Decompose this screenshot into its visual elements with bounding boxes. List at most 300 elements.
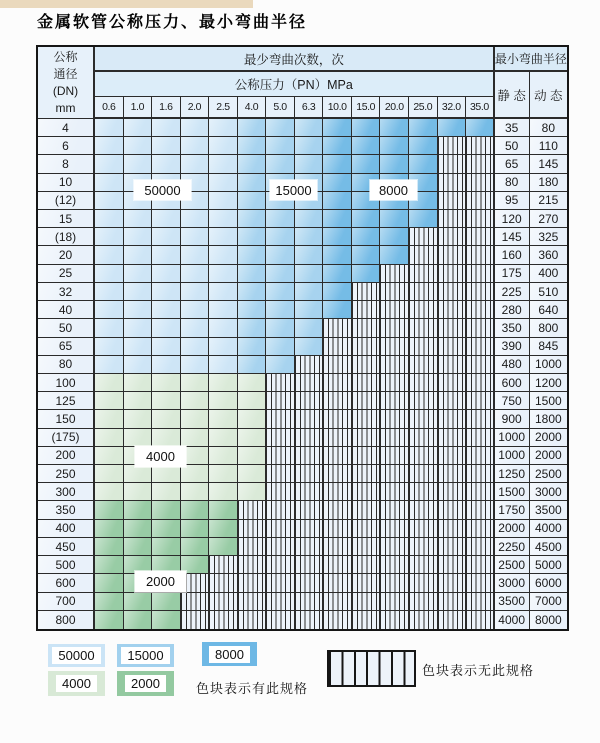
spec-cell <box>266 593 295 611</box>
spec-cell <box>295 410 324 428</box>
spec-cell <box>380 137 409 155</box>
spec-cell <box>238 483 267 501</box>
spec-cell <box>323 356 352 374</box>
spec-cell <box>238 174 267 192</box>
legend-has-spec-text: 色块表示有此规格 <box>196 681 309 696</box>
spec-cell <box>152 465 181 483</box>
spec-cell <box>209 520 238 538</box>
static-value-cell: 175 <box>495 265 530 283</box>
spec-cell <box>466 410 495 428</box>
dn-cell: 250 <box>38 465 95 483</box>
spec-cell <box>152 501 181 519</box>
spec-cell <box>323 410 352 428</box>
dn-cell: 200 <box>38 447 95 465</box>
spec-cell <box>95 538 124 556</box>
spec-cell <box>295 319 324 337</box>
spec-cell <box>466 356 495 374</box>
spec-cell <box>238 520 267 538</box>
spec-cell <box>266 538 295 556</box>
legend-label-4000: 4000 <box>56 675 97 692</box>
legend-swatch-2000 <box>117 671 174 696</box>
spec-cell <box>209 429 238 447</box>
spec-cell <box>209 483 238 501</box>
spec-cell <box>95 228 124 246</box>
spec-cell <box>209 574 238 592</box>
spec-cell <box>466 265 495 283</box>
spec-cell <box>266 429 295 447</box>
spec-cell <box>95 338 124 356</box>
spec-cell <box>152 301 181 319</box>
legend-label-8000: 8000 <box>209 646 250 663</box>
spec-cell <box>295 119 324 137</box>
spec-cell <box>266 574 295 592</box>
spec-cell <box>323 574 352 592</box>
static-value-cell: 2500 <box>495 556 530 574</box>
dynamic-value-cell: 400 <box>530 265 567 283</box>
pressure-header-cell: 10.0 <box>323 97 352 119</box>
spec-cell <box>124 501 153 519</box>
spec-cell <box>238 301 267 319</box>
spec-cell <box>409 228 438 246</box>
spec-cell <box>409 593 438 611</box>
spec-cell <box>266 374 295 392</box>
spec-cell <box>409 611 438 629</box>
spec-cell <box>152 137 181 155</box>
dynamic-value-cell: 145 <box>530 155 567 173</box>
spec-cell <box>323 119 352 137</box>
spec-cell <box>95 429 124 447</box>
spec-cell <box>266 283 295 301</box>
spec-cell <box>181 465 210 483</box>
header-dn-line2: 通径 <box>53 66 78 81</box>
dynamic-value-cell: 800 <box>530 319 567 337</box>
spec-cell <box>466 283 495 301</box>
spec-cell <box>380 301 409 319</box>
spec-cell <box>266 483 295 501</box>
pressure-header-cell: 2.5 <box>209 97 238 119</box>
spec-cell <box>438 210 467 228</box>
pressure-header-cell: 0.6 <box>95 97 124 119</box>
spec-cell <box>352 611 381 629</box>
spec-cell <box>95 301 124 319</box>
spec-cell <box>409 374 438 392</box>
spec-cell <box>152 410 181 428</box>
spec-cell <box>380 520 409 538</box>
spec-cell <box>266 301 295 319</box>
static-value-cell: 1000 <box>495 429 530 447</box>
spec-cell <box>352 593 381 611</box>
legend-swatch-15000 <box>117 644 174 667</box>
spec-cell <box>238 374 267 392</box>
spec-cell <box>124 429 153 447</box>
spec-cell <box>466 429 495 447</box>
pressure-header-cell: 15.0 <box>352 97 381 119</box>
pressure-header-cell: 6.3 <box>295 97 324 119</box>
spec-cell <box>266 447 295 465</box>
spec-cell <box>181 611 210 629</box>
legend-no-spec-swatch <box>327 650 416 687</box>
dynamic-value-cell: 3500 <box>530 501 567 519</box>
spec-cell <box>380 338 409 356</box>
spec-cell <box>438 429 467 447</box>
spec-cell <box>438 556 467 574</box>
spec-cell <box>209 301 238 319</box>
spec-cell <box>295 228 324 246</box>
spec-cell <box>124 483 153 501</box>
dn-cell: 4 <box>38 119 95 137</box>
spec-cell <box>380 210 409 228</box>
spec-table-wrapper <box>36 45 569 631</box>
spec-cell <box>181 392 210 410</box>
spec-cell <box>380 283 409 301</box>
legend-label-50000: 50000 <box>52 647 100 664</box>
spec-cell <box>238 192 267 210</box>
page-title: 金属软管公称压力、最小弯曲半径 <box>37 12 308 31</box>
spec-cell <box>266 319 295 337</box>
spec-cell <box>295 465 324 483</box>
spec-cell <box>209 356 238 374</box>
static-value-cell: 35 <box>495 119 530 137</box>
spec-cell <box>380 501 409 519</box>
spec-cell <box>323 174 352 192</box>
static-value-cell: 1750 <box>495 501 530 519</box>
header-dn <box>38 47 95 119</box>
spec-cell <box>124 319 153 337</box>
spec-cell <box>181 429 210 447</box>
spec-cell <box>209 228 238 246</box>
header-bend-cycles: 最少弯曲次数，次 <box>95 47 495 72</box>
spec-cell <box>295 520 324 538</box>
dynamic-value-cell: 270 <box>530 210 567 228</box>
spec-cell <box>438 119 467 137</box>
spec-cell <box>95 501 124 519</box>
spec-cell <box>238 155 267 173</box>
spec-cell <box>266 246 295 264</box>
spec-cell <box>124 465 153 483</box>
dynamic-value-cell: 845 <box>530 338 567 356</box>
spec-cell <box>181 210 210 228</box>
spec-cell <box>352 538 381 556</box>
legend-label-15000: 15000 <box>121 647 169 664</box>
pressure-header-cell: 20.0 <box>380 97 409 119</box>
spec-cell <box>181 410 210 428</box>
spec-cell <box>295 210 324 228</box>
pressure-header-cell: 5.0 <box>266 97 295 119</box>
spec-cell <box>95 137 124 155</box>
spec-cell <box>152 356 181 374</box>
spec-cell <box>323 301 352 319</box>
legend-label-2000: 2000 <box>125 675 166 692</box>
spec-cell <box>209 374 238 392</box>
spec-cell <box>209 447 238 465</box>
spec-cell <box>238 137 267 155</box>
spec-cell <box>438 319 467 337</box>
spec-cell <box>380 593 409 611</box>
spec-cell <box>323 538 352 556</box>
spec-cell <box>352 283 381 301</box>
spec-cell <box>409 283 438 301</box>
spec-cell <box>409 155 438 173</box>
spec-cell <box>380 246 409 264</box>
spec-cell <box>124 210 153 228</box>
spec-cell <box>295 374 324 392</box>
spec-cell <box>323 338 352 356</box>
spec-cell <box>466 447 495 465</box>
spec-cell <box>466 192 495 210</box>
spec-cell <box>124 265 153 283</box>
spec-cell <box>438 520 467 538</box>
spec-cell <box>95 556 124 574</box>
static-value-cell: 2000 <box>495 520 530 538</box>
spec-cell <box>95 283 124 301</box>
spec-cell <box>95 574 124 592</box>
dynamic-value-cell: 215 <box>530 192 567 210</box>
spec-cell <box>209 465 238 483</box>
spec-cell <box>95 174 124 192</box>
spec-cell <box>152 374 181 392</box>
spec-cell <box>409 119 438 137</box>
dynamic-value-cell: 1000 <box>530 356 567 374</box>
static-value-cell: 900 <box>495 410 530 428</box>
spec-cell <box>409 520 438 538</box>
static-value-cell: 2250 <box>495 538 530 556</box>
spec-cell <box>380 374 409 392</box>
spec-cell <box>295 611 324 629</box>
header-static: 静 态 <box>495 72 530 119</box>
spec-cell <box>438 593 467 611</box>
pressure-header-cell: 4.0 <box>238 97 267 119</box>
pressure-header-cell: 25.0 <box>409 97 438 119</box>
spec-cell <box>438 501 467 519</box>
spec-cell <box>209 137 238 155</box>
spec-cell <box>466 228 495 246</box>
static-value-cell: 480 <box>495 356 530 374</box>
spec-cell <box>323 483 352 501</box>
spec-cell <box>409 483 438 501</box>
spec-table <box>38 47 567 629</box>
spec-cell <box>266 119 295 137</box>
spec-cell <box>181 593 210 611</box>
spec-cell <box>323 465 352 483</box>
spec-cell <box>95 392 124 410</box>
spec-cell <box>152 611 181 629</box>
spec-cell <box>266 137 295 155</box>
spec-cell <box>209 246 238 264</box>
dynamic-value-cell: 8000 <box>530 611 567 629</box>
spec-cell <box>124 356 153 374</box>
spec-cell <box>352 374 381 392</box>
spec-cell <box>466 374 495 392</box>
spec-cell <box>209 611 238 629</box>
spec-cell <box>409 447 438 465</box>
spec-cell <box>409 501 438 519</box>
static-value-cell: 600 <box>495 374 530 392</box>
spec-cell <box>209 501 238 519</box>
spec-cell <box>409 210 438 228</box>
pressure-header-cell: 1.6 <box>152 97 181 119</box>
spec-cell <box>295 429 324 447</box>
spec-cell <box>124 338 153 356</box>
pressure-header-cell: 35.0 <box>466 97 495 119</box>
spec-cell <box>209 319 238 337</box>
spec-cell <box>266 210 295 228</box>
spec-cell <box>181 338 210 356</box>
static-value-cell: 3500 <box>495 593 530 611</box>
spec-cell <box>409 265 438 283</box>
dn-cell: 20 <box>38 246 95 264</box>
spec-cell <box>295 265 324 283</box>
spec-cell <box>466 174 495 192</box>
spec-cell <box>124 155 153 173</box>
spec-cell <box>238 574 267 592</box>
spec-cell <box>152 283 181 301</box>
spec-cell <box>438 174 467 192</box>
spec-cell <box>438 137 467 155</box>
static-value-cell: 4000 <box>495 611 530 629</box>
spec-cell <box>438 265 467 283</box>
spec-cell <box>209 265 238 283</box>
spec-cell <box>323 265 352 283</box>
spec-cell <box>466 319 495 337</box>
spec-cell <box>238 447 267 465</box>
spec-cell <box>209 119 238 137</box>
header-bend-radius: 最小弯曲半径 <box>495 47 567 72</box>
spec-cell <box>466 593 495 611</box>
spec-cell <box>95 319 124 337</box>
spec-cell <box>466 483 495 501</box>
spec-cell <box>181 137 210 155</box>
legend-swatch-8000 <box>202 642 257 666</box>
spec-cell <box>438 155 467 173</box>
dn-cell: 500 <box>38 556 95 574</box>
spec-cell <box>95 210 124 228</box>
dynamic-value-cell: 1500 <box>530 392 567 410</box>
spec-cell <box>323 520 352 538</box>
spec-cell <box>352 356 381 374</box>
spec-cell <box>238 210 267 228</box>
static-value-cell: 65 <box>495 155 530 173</box>
spec-cell <box>295 483 324 501</box>
header-dn-line4: mm <box>55 100 76 115</box>
spec-cell <box>95 265 124 283</box>
spec-cell <box>124 538 153 556</box>
spec-cell <box>409 137 438 155</box>
spec-cell <box>238 319 267 337</box>
spec-cell <box>352 465 381 483</box>
spec-cell <box>352 246 381 264</box>
spec-cell <box>238 265 267 283</box>
spec-cell <box>352 483 381 501</box>
spec-cell <box>323 392 352 410</box>
static-value-cell: 1000 <box>495 447 530 465</box>
dn-cell: (175) <box>38 429 95 447</box>
spec-cell <box>266 465 295 483</box>
spec-cell <box>124 410 153 428</box>
spec-cell <box>380 155 409 173</box>
spec-cell <box>238 538 267 556</box>
spec-cell <box>124 228 153 246</box>
spec-cell <box>181 301 210 319</box>
spec-cell <box>352 210 381 228</box>
dn-cell: 8 <box>38 155 95 173</box>
dn-cell: 40 <box>38 301 95 319</box>
spec-cell <box>209 392 238 410</box>
spec-cell <box>152 520 181 538</box>
spec-cell <box>209 174 238 192</box>
spec-cell <box>352 338 381 356</box>
spec-cell <box>466 210 495 228</box>
spec-cell <box>95 465 124 483</box>
spec-cell <box>295 447 324 465</box>
spec-cell <box>124 374 153 392</box>
spec-cell <box>438 301 467 319</box>
dynamic-value-cell: 325 <box>530 228 567 246</box>
spec-cell <box>352 520 381 538</box>
spec-cell <box>409 410 438 428</box>
dn-cell: 150 <box>38 410 95 428</box>
spec-cell <box>409 356 438 374</box>
dn-cell: 15 <box>38 210 95 228</box>
dynamic-value-cell: 640 <box>530 301 567 319</box>
dn-cell: 10 <box>38 174 95 192</box>
spec-cell <box>95 483 124 501</box>
spec-cell <box>295 501 324 519</box>
spec-cell <box>95 192 124 210</box>
dynamic-value-cell: 2000 <box>530 429 567 447</box>
spec-cell <box>466 119 495 137</box>
spec-cell <box>466 556 495 574</box>
spec-cell <box>152 338 181 356</box>
static-value-cell: 1250 <box>495 465 530 483</box>
spec-cell <box>181 520 210 538</box>
dynamic-value-cell: 80 <box>530 119 567 137</box>
spec-cell <box>466 392 495 410</box>
spec-cell <box>152 155 181 173</box>
spec-cell <box>409 429 438 447</box>
spec-cell <box>380 483 409 501</box>
spec-cell <box>181 483 210 501</box>
dynamic-value-cell: 110 <box>530 137 567 155</box>
spec-cell <box>380 319 409 337</box>
spec-cell <box>266 228 295 246</box>
header-dn-line1: 公称 <box>53 49 78 64</box>
spec-cell <box>438 483 467 501</box>
spec-cell <box>352 574 381 592</box>
static-value-cell: 145 <box>495 228 530 246</box>
grade-label-8000: 8000 <box>370 180 417 200</box>
dynamic-value-cell: 1800 <box>530 410 567 428</box>
dynamic-value-cell: 6000 <box>530 574 567 592</box>
spec-cell <box>466 538 495 556</box>
spec-cell <box>209 210 238 228</box>
spec-cell <box>380 429 409 447</box>
spec-cell <box>466 520 495 538</box>
spec-cell <box>152 392 181 410</box>
spec-cell <box>266 338 295 356</box>
spec-cell <box>409 301 438 319</box>
spec-cell <box>323 319 352 337</box>
spec-cell <box>124 137 153 155</box>
dynamic-value-cell: 7000 <box>530 593 567 611</box>
spec-cell <box>181 538 210 556</box>
static-value-cell: 120 <box>495 210 530 228</box>
spec-cell <box>438 192 467 210</box>
spec-cell <box>295 593 324 611</box>
spec-cell <box>352 410 381 428</box>
spec-cell <box>209 283 238 301</box>
dn-cell: 100 <box>38 374 95 392</box>
spec-cell <box>438 410 467 428</box>
